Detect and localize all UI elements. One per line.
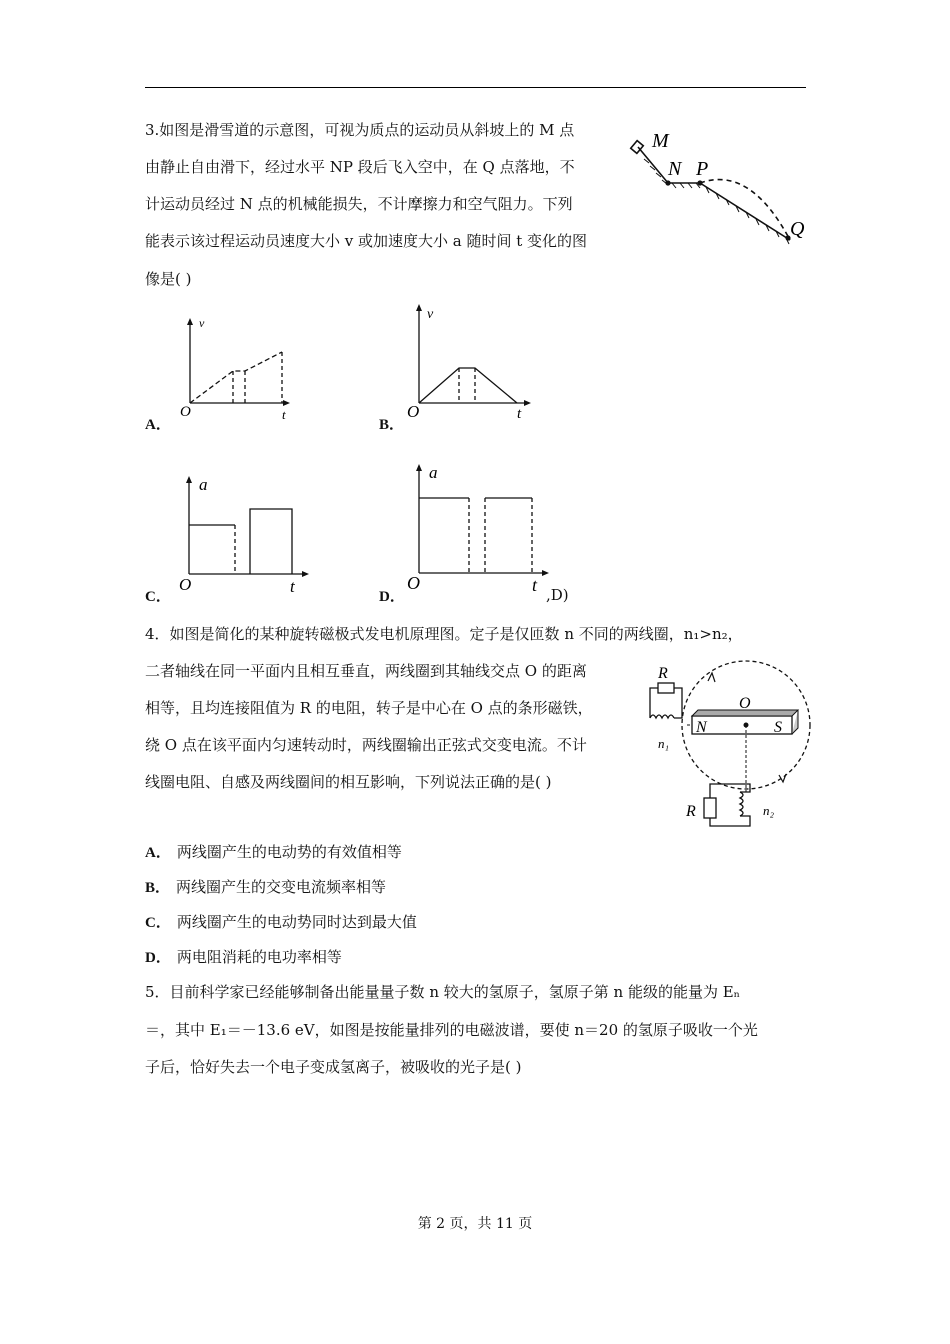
- q3-trailing: ,D): [546, 586, 569, 604]
- ski-slope-figure: [630, 125, 815, 255]
- label-p: P: [696, 158, 709, 180]
- graph-d: [405, 460, 555, 600]
- generator-figure: [640, 658, 820, 833]
- graph-d-t: t: [532, 575, 538, 595]
- q4-option-c[interactable]: [145, 912, 417, 933]
- magnet-s-label: S: [774, 719, 782, 736]
- graph-c-t: t: [290, 577, 295, 596]
- n2-label: n₂: [763, 803, 775, 818]
- label-q: Q: [790, 218, 805, 240]
- q3-line-1: 3.如图是滑雪道的示意图，可视为质点的运动员从斜坡上的 M 点: [145, 121, 575, 139]
- magnet-n-label: N: [696, 719, 707, 736]
- graph-b: [405, 300, 540, 425]
- q4-line-3: 相等，且均连接阻值为 R 的电阻，转子是中心在 O 点的条形磁铁，: [145, 699, 593, 717]
- q3-line-4: 能表示该过程运动员速度大小 v 或加速度大小 a 随时间 t 变化的图: [145, 232, 588, 250]
- header-rule: [145, 87, 806, 88]
- q4-option-b-text: 两线圈产生的交变电流频率相等: [176, 878, 387, 896]
- graph-b-o: O: [407, 402, 420, 421]
- option-c-label[interactable]: C．: [145, 589, 171, 605]
- graph-a: [178, 315, 298, 425]
- option-d-label[interactable]: D．: [379, 589, 405, 605]
- graph-b-t: t: [517, 406, 522, 422]
- q5-line-2: ＝，其中 E₁＝－13.6 eV，如图是按能量排列的电磁波谱，要使 n＝20 的氢原子吸收一个光: [145, 1021, 758, 1039]
- point-p-dot: [697, 180, 702, 185]
- n1-label: n₁: [658, 736, 670, 751]
- q4-option-b[interactable]: [145, 877, 386, 898]
- q4-line-2: 二者轴线在同一平面内且相互垂直，两线圈到其轴线交点 O 的距离: [145, 662, 587, 680]
- page-footer: 第 2 页，共 11 页: [417, 1216, 533, 1232]
- graph-c-o: O: [179, 575, 192, 594]
- q4-option-a[interactable]: [145, 842, 402, 863]
- q5-line-1: 5．目前科学家已经能够制备出能量量子数 n 较大的氢原子，氢原子第 n 能级的能量为 Eₙ: [145, 983, 741, 1001]
- q4-line-1: 4．如图是简化的某种旋转磁极式发电机原理图。定子是仅匝数 n 不同的两线圈，n₁>n₂，: [145, 625, 743, 643]
- q4-option-b-letter: B．: [145, 880, 171, 896]
- q4-option-c-text: 两线圈产生的电动势同时达到最大值: [176, 913, 417, 931]
- r-top-label: R: [658, 665, 668, 682]
- center-o-label: O: [739, 695, 751, 712]
- q4-option-a-letter: A．: [145, 845, 171, 861]
- graph-a-t: t: [282, 407, 286, 422]
- q3-line-5: 像是( ): [145, 270, 192, 288]
- option-a-label[interactable]: A．: [145, 417, 171, 433]
- graph-d-o: O: [407, 573, 420, 593]
- label-n: N: [668, 158, 682, 180]
- q4-option-d[interactable]: [145, 947, 342, 968]
- q4-option-a-text: 两线圈产生的电动势的有效值相等: [176, 843, 402, 861]
- q4-line-5: 线圈电阻、自感及两线圈间的相互影响，下列说法正确的是( ): [145, 773, 552, 791]
- q4-option-d-letter: D．: [145, 950, 171, 966]
- point-n-dot: [665, 180, 670, 185]
- label-m: M: [652, 130, 669, 152]
- q3-line-2: 由静止自由滑下，经过水平 NP 段后飞入空中，在 Q 点落地，不: [145, 158, 575, 176]
- q4-option-c-letter: C．: [145, 915, 171, 931]
- r-bottom-label: R: [686, 803, 696, 820]
- q4-option-d-text: 两电阻消耗的电功率相等: [176, 948, 342, 966]
- graph-a-o: O: [180, 404, 191, 420]
- graph-c: [175, 470, 315, 600]
- graph-b-v: v: [427, 307, 434, 322]
- q5-line-3: 子后，恰好失去一个电子变成氢离子，被吸收的光子是( ): [145, 1058, 522, 1076]
- q4-line-4: 绕 O 点在该平面内匀速转动时，两线圈输出正弦式交变电流。不计: [145, 736, 587, 754]
- graph-c-a: a: [199, 475, 208, 494]
- option-b-label[interactable]: B．: [379, 417, 405, 433]
- graph-d-a: a: [429, 463, 438, 482]
- graph-a-v: v: [199, 316, 205, 330]
- q3-line-3: 计运动员经过 N 点的机械能损失，不计摩擦力和空气阻力。下列: [145, 195, 573, 213]
